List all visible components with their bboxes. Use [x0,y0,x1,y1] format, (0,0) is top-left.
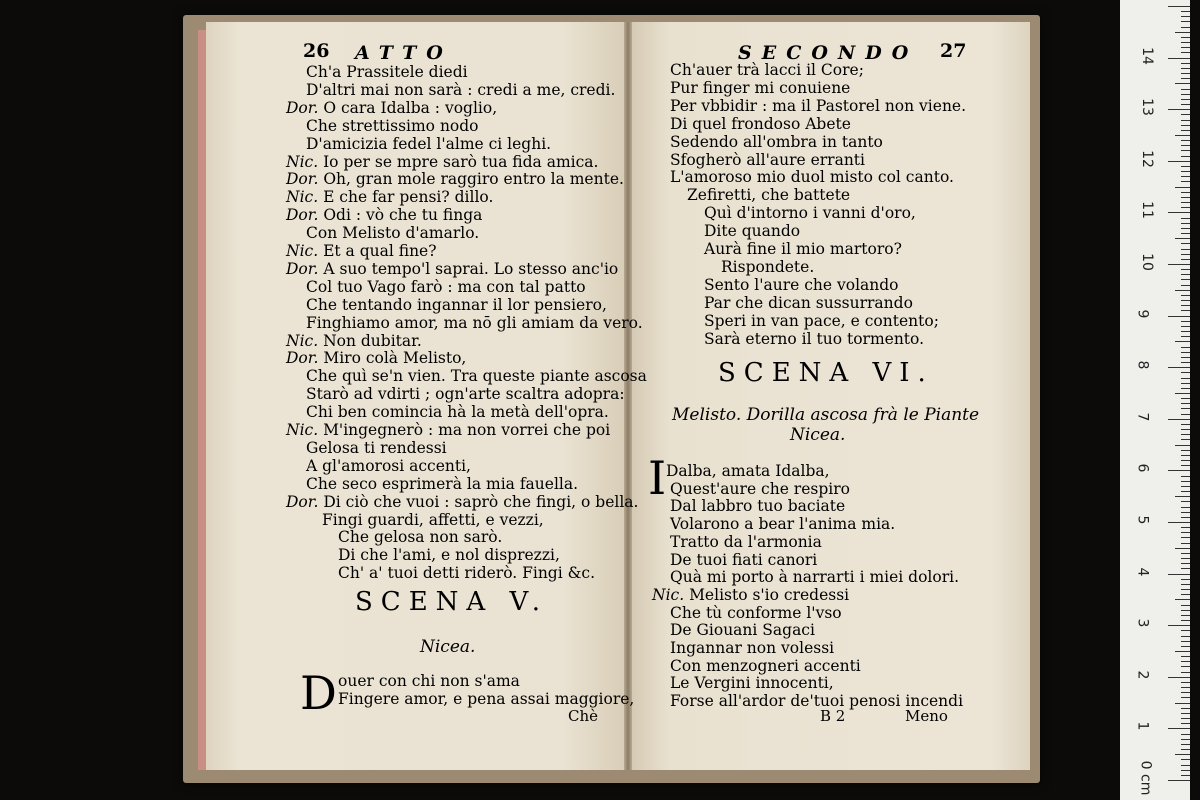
ruler-tick [1181,228,1190,229]
ruler-number: 11 [1138,201,1155,220]
right-running-head: SECONDO [738,42,919,64]
ruler-tick [1181,223,1190,224]
ruler-tick [1181,305,1190,306]
ruler-tick [1175,83,1190,84]
ruler-tick [1181,249,1190,250]
text-line: Quì d'intorno i vanni d'oro, [704,204,916,223]
speaker-label: Nic. [652,585,690,604]
verse-line [670,605,842,622]
ruler-number: 12 [1138,149,1155,168]
text-line [306,404,609,421]
ruler-tick [1181,568,1190,569]
ruler-tick [1181,692,1190,693]
ruler-tick [1181,73,1190,74]
ruler-tick [1181,584,1190,585]
ruler-tick [1181,553,1190,554]
speaker-label: Dor. [286,492,324,511]
ruler-tick [1181,434,1190,435]
text-line [306,386,625,403]
line-text: Odi : vò che tu finga [323,206,483,225]
line-text: Et a qual fine? [323,242,437,260]
ruler-tick [1181,770,1190,771]
ruler-tick [1168,470,1190,471]
ruler-tick [1175,599,1190,600]
ruler-tick [1175,341,1190,342]
line-text: Quà mi porto à narrarti i miei dolori. [670,568,959,587]
verse-line [666,463,830,480]
text-line [322,512,544,529]
text-line [338,565,595,582]
ruler-tick [1181,491,1190,492]
line-text: Chi ben comincia hà la metà dell'opra. [306,403,609,422]
ruler-tick [1181,120,1190,121]
ruler-tick [1168,728,1190,729]
ruler-tick [1181,254,1190,255]
line-text: Melisto s'io credessi [689,585,850,604]
speaker-label: Nic. [286,188,324,207]
ruler-tick [1181,362,1190,363]
line-text: Volarono a bear l'anima mia. [670,515,896,534]
text-line: Speri in van pace, e contento; [704,311,939,330]
line-text: Col tuo Vago farò : ma con tal patto [306,277,586,296]
ruler-tick [1181,42,1190,43]
line-text: A gl'amorosi accenti, [306,456,471,475]
text-line: Aurà fine il mio martoro? [704,240,902,258]
ruler-tick [1181,181,1190,182]
line-text: Che tentando ingannar il lor pensiero, [306,295,607,314]
ruler-tick [1181,630,1190,631]
text-line [306,476,578,493]
ruler-tick [1181,150,1190,151]
ruler-tick [1181,285,1190,286]
left-catchword: Chè [568,707,599,725]
drop-cap-d: D [300,666,337,720]
ruler-tick [1181,233,1190,234]
ruler-tick [1181,450,1190,451]
left-running-head: ATTO [355,42,453,64]
text-line: Dite quando [704,222,801,241]
ruler-tick [1181,274,1190,275]
ruler-tick [1181,610,1190,611]
text-line [306,136,551,153]
ruler-tick [1181,465,1190,466]
ruler-tick [1181,357,1190,358]
line-text: Di ciò che vuoi : saprò che fingi, o bella. [323,492,639,511]
ruler-tick [1181,579,1190,580]
ruler-tick [1181,192,1190,193]
text-line [306,118,479,135]
line-text: Le Vergini innocenti, [670,674,834,693]
line-text: Miro colà Melisto, [323,349,467,368]
text-line [286,154,598,171]
ruler-tick [1181,697,1190,698]
verse-line [670,481,850,498]
text-line [306,279,586,296]
ruler-tick [1181,202,1190,203]
ruler-tick [1181,527,1190,528]
ruler-tick [1181,687,1190,688]
ruler-tick [1181,295,1190,296]
ruler-tick [1181,336,1190,337]
closing-line-2: Fingere amor, e pena assai maggiore, [338,690,635,708]
ruler-number: 5 [1134,515,1151,525]
ruler-tick [1181,372,1190,373]
text-line [286,171,624,188]
ruler-tick [1181,594,1190,595]
ruler-tick [1181,78,1190,79]
ruler-tick [1181,656,1190,657]
line-text: Dal labbro tuo baciate [670,497,846,516]
ruler-tick [1168,780,1190,781]
ruler-tick [1181,775,1190,776]
closing-line-1: ouer con chi non s'ama [338,672,520,690]
ruler-tick [1181,156,1190,157]
text-line [338,529,502,546]
ruler-tick [1181,52,1190,53]
ruler-tick [1168,212,1190,213]
ruler-tick [1181,140,1190,141]
ruler-tick [1181,326,1190,327]
text-line [286,207,482,224]
line-text: Tratto da l'armonia [670,532,822,551]
speaker-label: Nic. [286,242,324,260]
text-line: Par che dican sussurrando [704,293,913,312]
ruler-tick [1181,125,1190,126]
ruler-tick [1181,517,1190,518]
line-text: Non dubitar. [323,331,422,350]
ruler-tick [1175,290,1190,291]
scene-vi-title: SCENA VI. [718,358,934,388]
ruler-tick [1181,424,1190,425]
ruler-tick [1181,259,1190,260]
ruler-number: 1 [1134,721,1151,731]
line-text: Che gelosa non sarò. [338,528,503,547]
ruler-tick [1181,207,1190,208]
ruler-number: 0 cm [1137,760,1154,796]
verse-line [670,498,845,515]
ruler-tick [1181,197,1190,198]
ruler-tick [1175,135,1190,136]
ruler-tick [1168,6,1190,7]
speaker-label: Dor. [286,206,324,225]
ruler-tick [1181,636,1190,637]
ruler-tick [1181,398,1190,399]
ruler-tick [1181,563,1190,564]
text-line [286,333,422,350]
ruler-tick [1181,352,1190,353]
ruler-tick [1181,723,1190,724]
ruler-tick [1181,11,1190,12]
scene-v-persona: Nicea. [420,637,476,657]
ruler-number: 2 [1134,670,1151,680]
ruler-tick [1181,734,1190,735]
text-line: Per vbbidir : ma il Pastorel non viene. [670,96,967,115]
right-page-number: 27 [940,40,967,62]
ruler-tick [1181,512,1190,513]
ruler-tick [1175,32,1190,33]
speaker-label: Dor. [286,170,324,189]
ruler-tick [1181,641,1190,642]
ruler-tick [1168,264,1190,265]
ruler-tick [1181,388,1190,389]
ruler-number: 6 [1134,463,1151,473]
ruler-tick [1181,171,1190,172]
ruler-tick [1181,708,1190,709]
right-catchword: Meno [905,707,948,725]
ruler-tick [1181,94,1190,95]
ruler-tick [1181,37,1190,38]
ruler-tick [1181,439,1190,440]
ruler-tick [1175,238,1190,239]
line-text: Che quì se'n vien. Tra queste piante ascosa [306,367,647,386]
ruler-number: 8 [1134,360,1151,370]
ruler-tick [1181,537,1190,538]
ruler-tick [1181,615,1190,616]
line-text: Oh, gran mole raggiro entro la mente. [323,170,624,189]
ruler-tick [1168,161,1190,162]
ruler-tick [1181,589,1190,590]
line-text: Ingannar non volessi [670,639,835,657]
line-text: D'amicizia fedel l'alme ci leghi. [306,134,552,153]
line-text: Dalba, amata Idalba, [666,462,830,480]
ruler-tick [1181,605,1190,606]
ruler-tick [1181,63,1190,64]
ruler-tick [1181,114,1190,115]
verse-line [670,552,817,569]
verse-line [670,569,959,586]
text-line [306,64,468,81]
verse-line [652,587,849,604]
ruler-tick [1175,393,1190,394]
ruler-tick [1168,419,1190,420]
ruler-tick [1181,661,1190,662]
signature-mark: B 2 [820,707,846,725]
line-text: Ch' a' tuoi detti riderò. Fingi &c. [338,564,596,583]
text-line: Zefiretti, che battete [687,186,851,205]
ruler-tick [1181,666,1190,667]
text-line [286,189,493,206]
ruler-number: 10 [1138,253,1155,271]
ruler-number: 9 [1134,309,1151,319]
left-page-number: 26 [303,40,330,62]
text-line: Pur finger mi conuiene [670,78,851,97]
ruler-tick [1181,89,1190,90]
ruler-tick [1168,522,1190,523]
ruler-tick [1181,749,1190,750]
line-text: Che seco esprimerà la mia fauella. [306,474,579,493]
ruler-tick [1168,367,1190,368]
scene-v-title: SCENA V. [355,587,548,617]
ruler-tick [1181,507,1190,508]
ruler-tick [1181,486,1190,487]
text-line [286,100,497,117]
line-text: Fingi guardi, affetti, e vezzi, [322,510,544,529]
text-line [286,350,466,367]
ruler-tick [1181,130,1190,131]
text-line [306,458,471,475]
verse-line [670,622,815,639]
ruler-tick [1181,713,1190,714]
ruler-tick [1175,496,1190,497]
line-text: De tuoi fiati canori [670,550,818,569]
ruler-tick [1168,677,1190,678]
line-text: Che strettissimo nodo [306,116,479,135]
text-line [286,422,610,439]
verse-line [670,640,834,657]
ruler-tick [1175,445,1190,446]
ruler-tick [1181,403,1190,404]
ruler-tick [1168,316,1190,317]
ruler-tick [1175,548,1190,549]
ruler-tick [1175,754,1190,755]
line-text: O cara Idalba : voglio, [323,98,498,117]
book-gutter [624,22,632,770]
ruler-tick [1181,476,1190,477]
text-line [306,225,479,242]
ruler-tick [1181,414,1190,415]
text-line: Sarà eterno il tuo tormento. [704,329,925,348]
text-line [338,547,560,564]
text-line: L'amoroso mio duol misto col canto. [670,168,954,187]
ruler-tick [1181,378,1190,379]
ruler-tick [1181,269,1190,270]
text-line: Ch'auer trà lacci il Core; [670,61,864,79]
line-text: E che far pensi? dillo. [323,188,494,207]
ruler-tick [1175,187,1190,188]
ruler-tick [1181,218,1190,219]
ruler-tick [1181,455,1190,456]
line-text: De Giouani Sagaci [670,621,815,640]
ruler-tick [1181,279,1190,280]
speaker-label: Dor. [286,259,324,278]
text-line: Rispondete. [721,257,815,276]
ruler-tick [1181,408,1190,409]
ruler-tick [1181,310,1190,311]
line-text: Finghiamo amor, ma nō gli amiam da vero. [306,313,643,332]
ruler-number: 3 [1134,618,1151,628]
ruler-tick [1181,532,1190,533]
ruler-tick [1181,765,1190,766]
measuring-ruler [1120,0,1190,800]
line-text: Con menzogneri accenti [670,656,861,675]
ruler-tick [1181,543,1190,544]
text-line [306,297,607,314]
ruler-tick [1181,300,1190,301]
line-text: Di che l'ami, e nol disprezzi, [338,546,560,565]
ruler-tick [1181,620,1190,621]
ruler-tick [1181,166,1190,167]
ruler-tick [1181,744,1190,745]
ruler-tick [1181,383,1190,384]
speaker-label: Nic. [286,152,324,171]
ruler-tick [1175,651,1190,652]
ruler-tick [1181,99,1190,100]
line-text: M'ingegnerò : ma non vorrei che poi [323,421,611,439]
text-line: Sento l'aure che volando [704,275,899,294]
ruler-tick [1181,16,1190,17]
line-text: Quest'aure che respiro [670,479,850,498]
verse-line [670,534,822,551]
text-line [306,315,643,332]
ruler-tick [1181,321,1190,322]
ruler-tick [1175,703,1190,704]
speaker-label: Dor. [286,98,324,117]
ruler-tick [1181,104,1190,105]
line-text: Gelosa ti rendessi [306,438,447,457]
ruler-tick [1181,672,1190,673]
ruler-tick [1168,574,1190,575]
ruler-tick [1181,331,1190,332]
line-text: Con Melisto d'amarlo. [306,224,480,243]
ruler-tick [1181,145,1190,146]
text-line [286,494,638,511]
text-line [306,440,447,457]
verse-line [670,658,861,675]
ruler-tick [1181,501,1190,502]
ruler-tick [1168,58,1190,59]
ruler-tick [1181,759,1190,760]
line-text: Che tù conforme l'vso [670,603,842,622]
drop-cap-i: I [648,451,667,505]
ruler-tick [1181,646,1190,647]
text-line: Sedendo all'ombra in tanto [670,132,883,151]
line-text: D'altri mai non sarà : credi a me, credi. [306,80,616,99]
verse-line [670,675,834,692]
speaker-label: Nic. [286,421,324,439]
text-line [286,243,437,260]
verse-line [670,516,895,533]
ruler-tick [1168,625,1190,626]
ruler-tick [1168,109,1190,110]
scene-vi-persona-2: Nicea. [790,425,846,445]
ruler-tick [1181,718,1190,719]
speaker-label: Nic. [286,331,324,350]
ruler-number: 4 [1134,567,1151,577]
line-text: A suo tempo'l saprai. Lo stesso anc'io [323,259,619,278]
ruler-number: 13 [1138,98,1155,117]
ruler-tick [1181,347,1190,348]
speaker-label: Dor. [286,349,324,368]
line-text: Starò ad vdirti ; ogn'arte scaltra adopra: [306,385,625,404]
ruler-tick [1181,739,1190,740]
ruler-tick [1181,21,1190,22]
text-line [286,261,618,278]
line-text: Io per se mpre sarò tua fida amica. [323,152,599,171]
ruler-tick [1181,176,1190,177]
scene-vi-persona-1: Melisto. Dorilla ascosa frà le Piante [672,405,980,425]
text-line: Sfogherò all'aure erranti [670,150,865,169]
ruler-tick [1181,460,1190,461]
ruler-number: 7 [1134,412,1151,422]
ruler-tick [1181,27,1190,28]
ruler-tick [1181,429,1190,430]
ruler-tick [1181,68,1190,69]
text-line: Di quel frondoso Abete [670,114,851,133]
text-line [306,82,615,99]
line-text: Ch'a Prassitele diedi [306,63,468,81]
ruler-tick [1181,558,1190,559]
ruler-tick [1181,481,1190,482]
ruler-tick [1181,682,1190,683]
ruler-tick [1181,47,1190,48]
ruler-tick [1181,243,1190,244]
text-line [306,368,647,385]
ruler-number: 14 [1138,46,1155,65]
line-text: Forse all'ardor de'tuoi penosi incendi [670,692,964,711]
